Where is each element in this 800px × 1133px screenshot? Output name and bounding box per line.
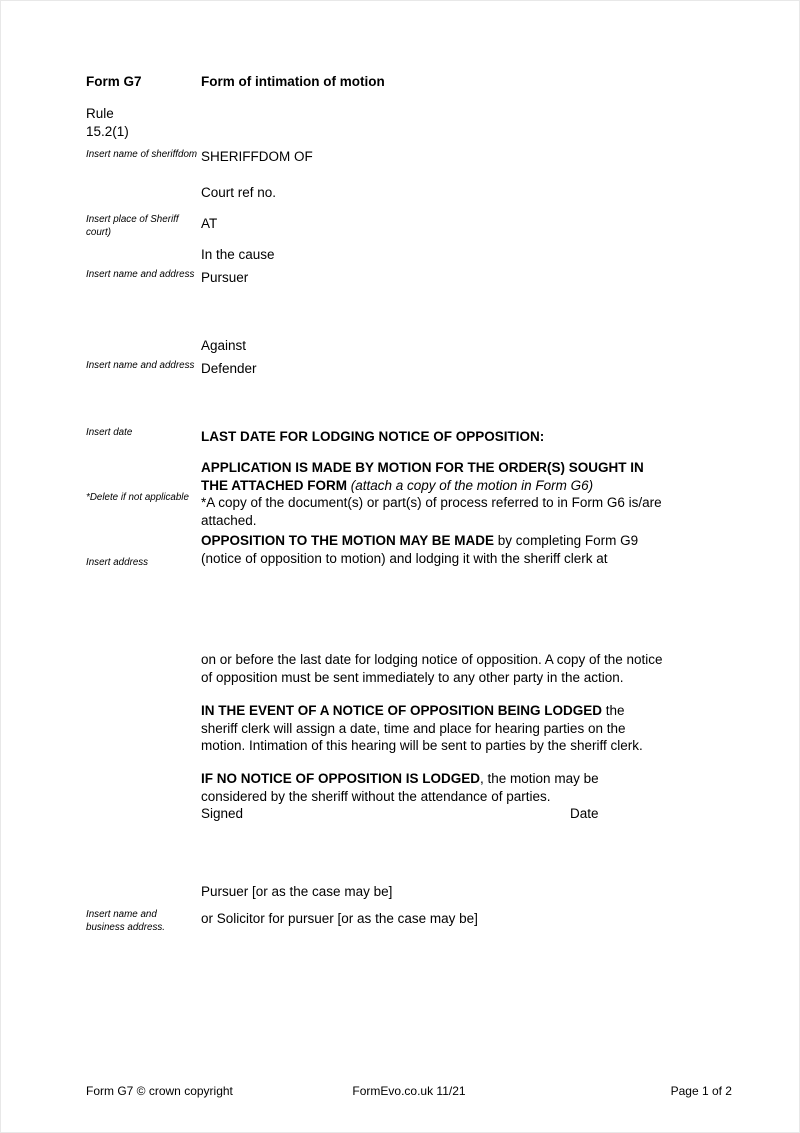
- event-line2: sheriff clerk will assign a date, time and place for hearing parties on the: [201, 720, 626, 736]
- solicitor-signature-label: or Solicitor for pursuer [or as the case may be]: [201, 911, 478, 926]
- margin-note-court: Insert place of Sheriff court): [86, 214, 179, 238]
- margin-note-date: Insert date: [86, 427, 133, 438]
- copy-line1: *A copy of the document(s) or part(s) of process referred to in Form G6 is/are: [201, 495, 662, 510]
- defender-label: Defender: [201, 361, 257, 376]
- margin-note-delete: *Delete if not applicable: [86, 492, 189, 503]
- page-title: Form of intimation of motion: [201, 74, 385, 89]
- before-deadline-paragraph: [201, 651, 715, 686]
- against-label: Against: [201, 338, 247, 353]
- event-line1-rest: the: [602, 703, 625, 718]
- margin-note-defender: Insert name and address: [86, 360, 195, 371]
- opposition-line1: [201, 532, 715, 550]
- form-code: Form G7: [86, 74, 142, 89]
- pursuer-label: Pursuer: [201, 270, 249, 285]
- rule-reference: [86, 105, 129, 140]
- opposition-line2: (notice of opposition to motion) and lodging it with the sheriff clerk at: [201, 550, 608, 566]
- no-notice-paragraph: [201, 770, 715, 805]
- margin-note-sheriffdom: Insert name of sheriffdom: [86, 149, 198, 160]
- no-notice-line2: considered by the sheriff without the attendance of parties.: [201, 788, 551, 804]
- opposition-line1-bold: OPPOSITION TO THE MOTION MAY BE MADE: [201, 533, 495, 548]
- footer-page-number: Page 1 of 2: [670, 1084, 732, 1098]
- application-line2-bold: THE ATTACHED FORM: [201, 477, 351, 493]
- opposition-line1-rest: by completing Form G9: [494, 533, 639, 548]
- application-line1: [201, 459, 715, 477]
- before-line1: on or before the last date for lodging notice of opposition. A copy of the notice: [201, 652, 663, 667]
- event-line3: motion. Intimation of this hearing will be sent to parties by the sheriff clerk.: [201, 738, 643, 753]
- no-notice-line1-bold: IF NO NOTICE OF OPPOSITION IS LODGED: [201, 771, 481, 786]
- page-footer: [86, 1084, 732, 1099]
- date-label: Date: [570, 806, 599, 821]
- application-line1-bold: APPLICATION IS MADE BY MOTION FOR THE ORDER(S) SOUGHT IN: [201, 460, 644, 475]
- in-the-cause-label: In the cause: [201, 247, 275, 262]
- copy-line2: attached.: [201, 512, 257, 528]
- application-line2-italic: (attach a copy of the motion in Form G6): [350, 477, 594, 493]
- footer-copyright: Form G7 © crown copyright: [86, 1084, 233, 1098]
- opposition-paragraph: [201, 532, 715, 567]
- court-ref-label: Court ref no.: [201, 185, 277, 200]
- margin-note-solicitor: Insert name and business address.: [86, 909, 165, 933]
- application-line2: [201, 477, 715, 495]
- event-line1-bold: IN THE EVENT OF A NOTICE OF OPPOSITION BEING LODGED: [201, 703, 603, 718]
- at-label: AT: [201, 216, 218, 231]
- event-lodged-paragraph: [201, 702, 715, 755]
- no-notice-line1-rest: , the motion may be: [480, 771, 599, 786]
- signed-date-row: [201, 805, 715, 823]
- event-line1: [201, 702, 715, 720]
- rule-line2: 15.2(1): [86, 123, 129, 139]
- rule-line1: Rule: [86, 106, 114, 121]
- margin-note-address: Insert address: [86, 557, 149, 568]
- pursuer-signature-label: Pursuer [or as the case may be]: [201, 884, 393, 899]
- last-date-heading: LAST DATE FOR LODGING NOTICE OF OPPOSITION:: [201, 429, 545, 444]
- no-notice-line1: [201, 770, 715, 788]
- margin-note-pursuer: Insert name and address: [86, 269, 195, 280]
- signed-label: Signed: [201, 806, 244, 821]
- sheriffdom-of-label: SHERIFFDOM OF: [201, 149, 313, 164]
- footer-source: FormEvo.co.uk 11/21: [352, 1084, 466, 1098]
- copy-paragraph: [201, 494, 715, 529]
- before-line2: of opposition must be sent immediately to any other party in the action.: [201, 669, 624, 685]
- application-paragraph: [201, 459, 715, 494]
